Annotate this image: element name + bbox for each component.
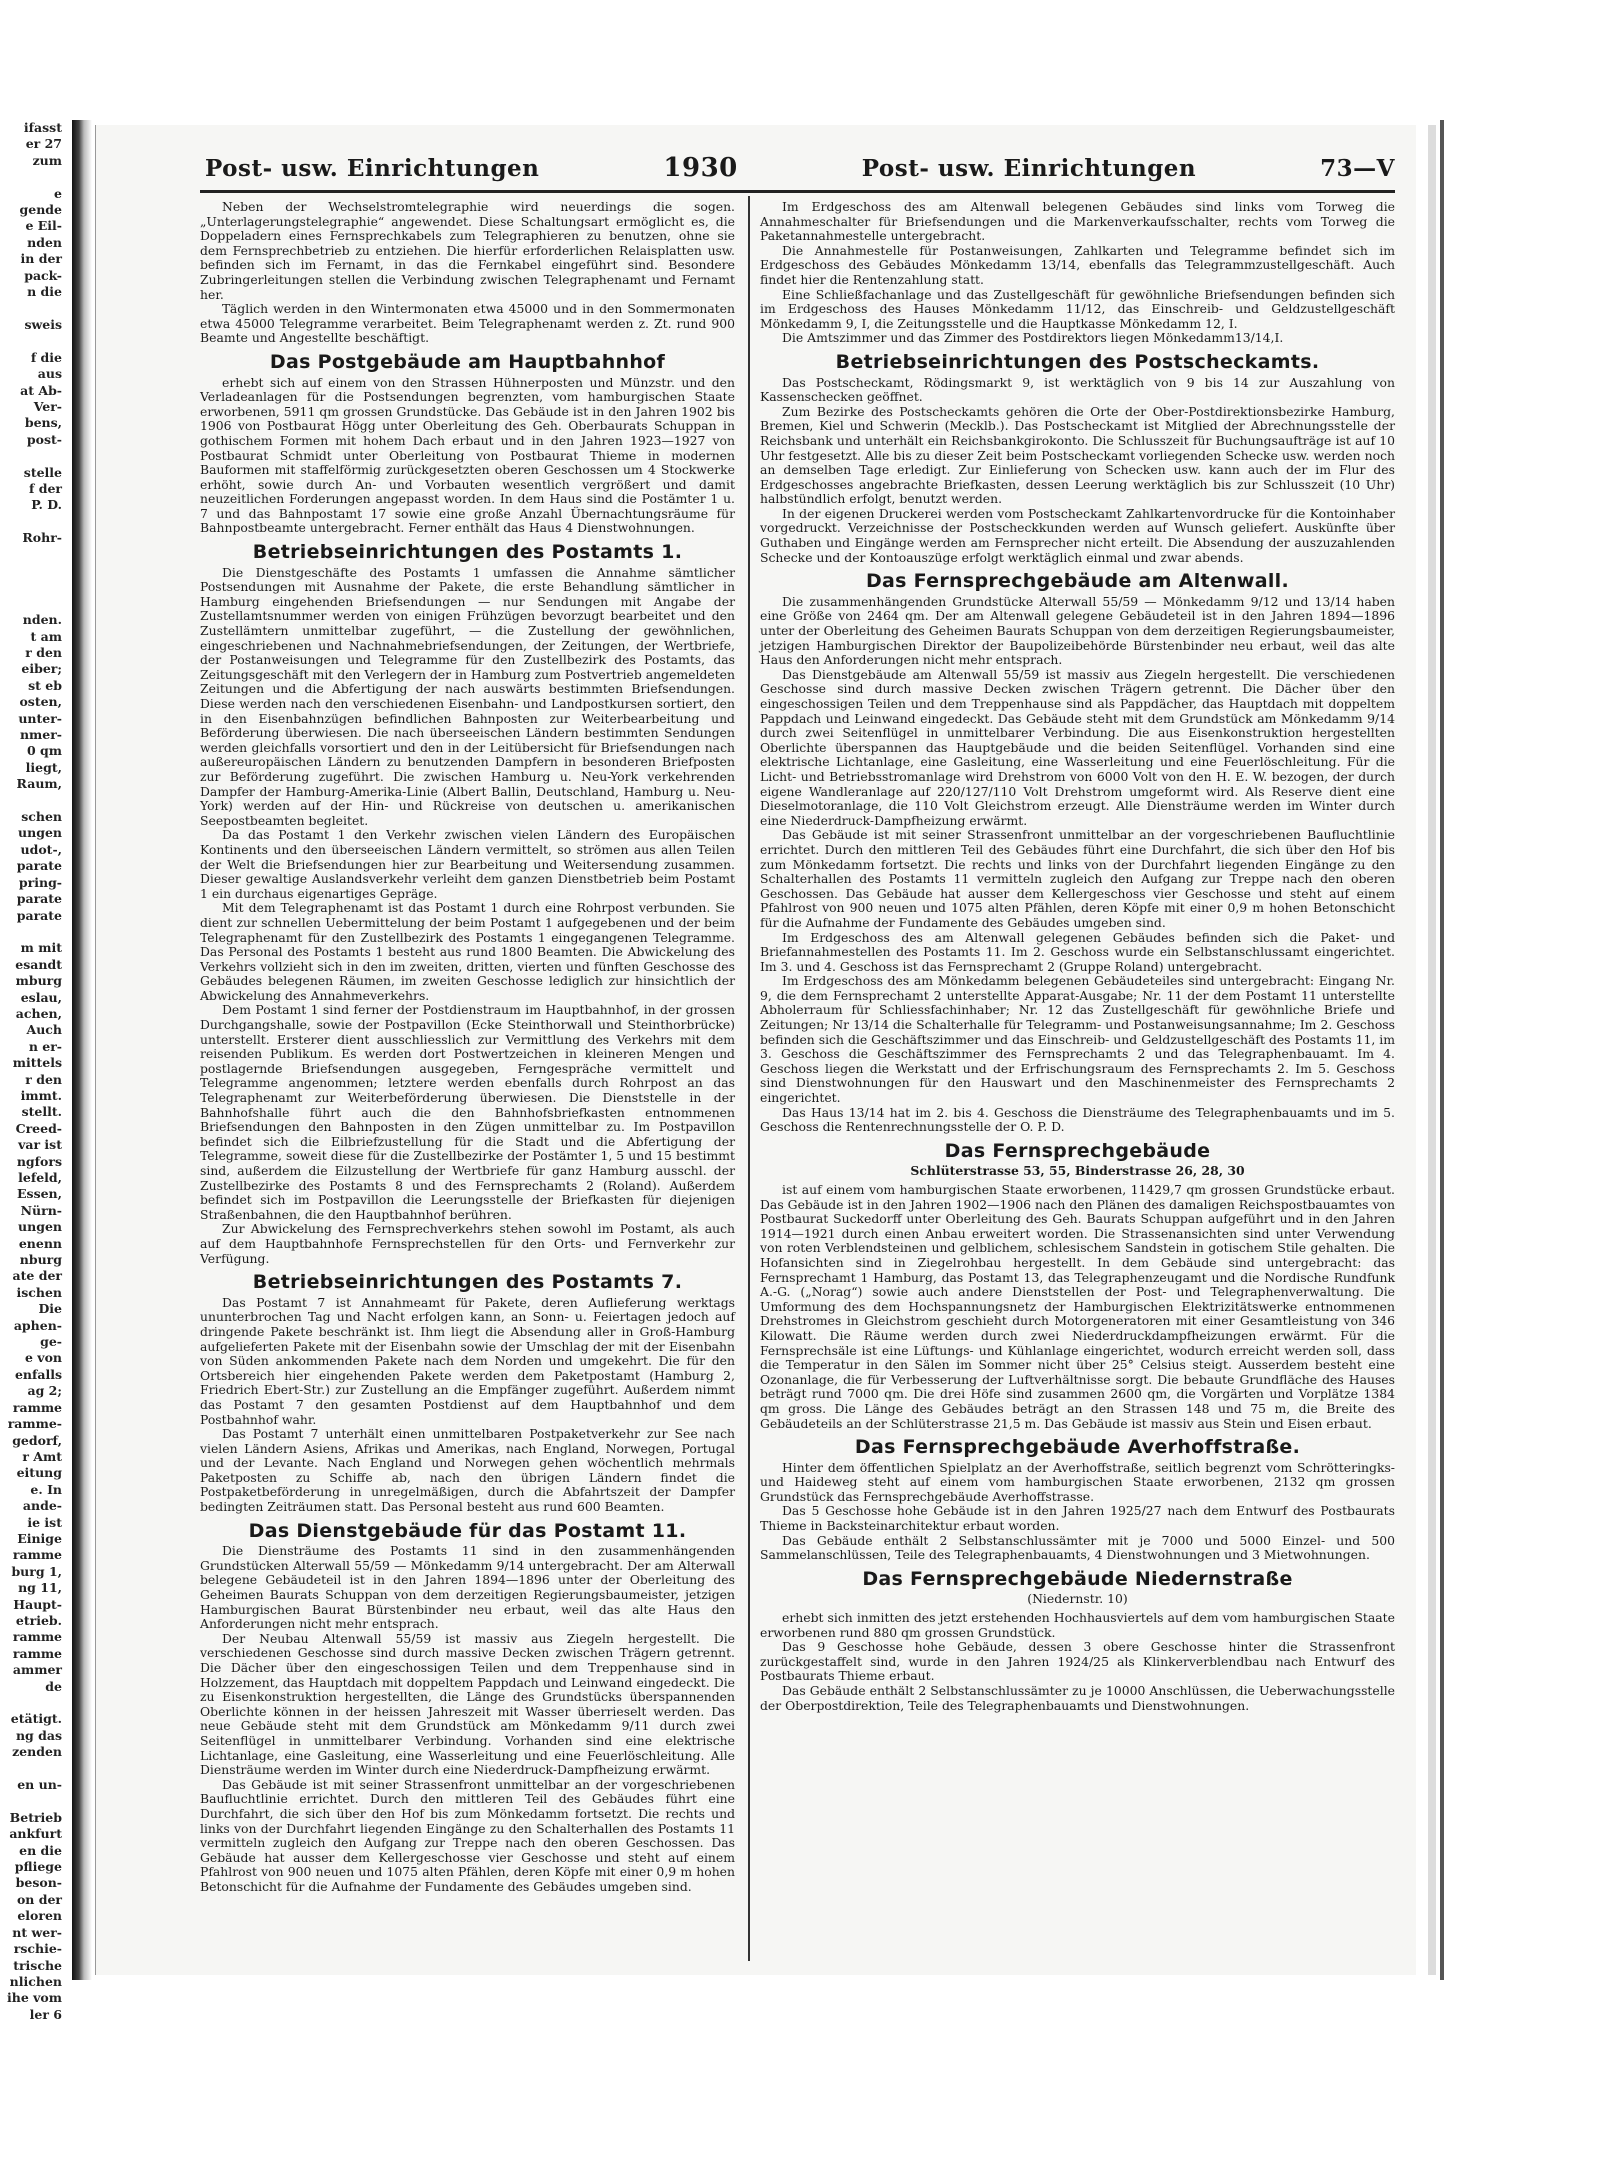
margin-fragment bbox=[0, 793, 62, 809]
margin-fragment: ammer bbox=[12, 1662, 62, 1678]
margin-fragment: ramme bbox=[12, 1629, 62, 1645]
section-heading: Das Fernsprechgebäude Averhoffstraße. bbox=[854, 1436, 1301, 1459]
margin-fragment: at Ab- bbox=[20, 382, 62, 398]
margin-fragment: gende bbox=[19, 202, 62, 218]
margin-fragment: r den bbox=[25, 645, 62, 660]
margin-fragment: sweis bbox=[24, 316, 62, 332]
margin-fragment: Auch bbox=[26, 1022, 62, 1038]
margin-fragment: r Amt bbox=[22, 1448, 62, 1464]
margin-fragment: ifasst bbox=[23, 120, 62, 135]
margin-fragment: ramme- bbox=[7, 1416, 62, 1432]
paragraph: Im Erdgeschoss des am Altenwall belegenen Gebäudes sind links vom Torweg die Annahmeschalter für Briefsendungen und die Markenverkaufsschalter, rechts vom Torweg die Paketannahmestelle untergebracht. bbox=[760, 199, 1395, 244]
margin-fragment bbox=[0, 596, 62, 612]
paragraph: erhebt sich inmitten des jetzt erstehenden Hochhausviertels auf dem vom hamburgischen Staate erworbenen rund 880 qm grossen Grundstück. bbox=[760, 1610, 1395, 1640]
paragraph: Das Dienstgebäude am Altenwall 55/59 ist massiv aus Ziegeln hergestellt. Die verschiedenen Geschosse sind durch massive Decken zwischen Trägern getrennt. Die Dächer über den eingeschossigen Teilen und dem Treppenhause sind als Pappdächer, das Hauptdach mit doppeltem Pappdach und Leinwand eingedeckt. Das Gebäude steht mit dem Grundstück am Mönkedamm 9/14 durch zwei Seitenflügel in unmittelbarer Verbindung. Die aus Eisenkonstruktion hergestellten Oberlichte überspannen das Hauptgebäude und die beiden Seitenflügel. Vorhanden sind eine elektrische Lichtanlage, eine Gasleitung, eine Wasserleitung und eine Feuerlöschleitung. Für die Licht- und Betriebsstromanlage wird Drehstrom von 6000 Volt von den H. E. W. bezogen, der durch eigene Wandleranlage auf 220/127/110 Volt Drehstrom umgeformt wird. Als Reserve dient eine Dieselmotoranlage, die 110 Volt Gleichstrom erzeugt. Alle Diensträume werden im Winter durch eine Niederdruck-Dampfheizung erwärmt. bbox=[760, 666, 1395, 828]
margin-fragment: ng 11, bbox=[18, 1580, 62, 1596]
margin-fragment: ramme bbox=[12, 1399, 62, 1415]
margin-fragment: stellt. bbox=[21, 1104, 62, 1120]
margin-fragment: en un- bbox=[17, 1777, 62, 1793]
margin-fragment: udot-, bbox=[20, 841, 62, 857]
margin-fragment: osten, bbox=[19, 694, 62, 710]
paragraph: Die zusammenhängenden Grundstücke Alterwall 55/59 — Mönkedamm 9/12 und 13/14 haben eine Größe von 2464 qm. Der am Altenwall gelegene Gebäudeteil ist in den Jahren 1894—1896 unter der Oberleitung des Geheimen Baurats Schuppan von dem derzeitigen Regierungsbaumeister, jetzigen Hamburgischen Direktor der Baupolizeibehörde Bürstenbinder neu erbaut, weil das alte Haus den Anforderungen nicht mehr entsprach. bbox=[760, 593, 1395, 668]
margin-fragment: Raum, bbox=[16, 776, 62, 792]
margin-fragment: ande- bbox=[22, 1498, 62, 1514]
margin-fragment: e bbox=[54, 185, 62, 201]
paragraph: Die Diensträume des Postamts 11 sind in den zusammenhängenden Grundstücken Alterwall 55/59 — Mönkedamm 9/14 untergebracht. Der am Alterwall belegene Gebäudeteil ist in den Jahren 1894—1896 unter der Oberleitung des Geheimen Baurats Schuppan von dem derzeitigen Regierungsbaumeister, jetzigen Hamburgischen Baurat Bürstenbinder neu erbaut, weil das alte Haus den Anforderungen nicht mehr entsprach. bbox=[200, 1543, 735, 1632]
paragraph: ist auf einem vom hamburgischen Staate erworbenen, 11429,7 qm grossen Grundstücke erbaut. Das Gebäude ist in den Jahren 1902—1906 nach den Plänen des damaligen Reichspostbauamtes von Postbaurat Suckedorff unter Oberleitung des Geh. Baurats Schuppan aufgeführt und in den Jahren 1914—1921 durch einen Anbau erweitert worden. Die Strassenansichten sind unter Verwendung von roten Verblendsteinen und gelblichem, schlesischem Sandstein in gotischem Stile gehalten. Die Hofansichten sind in Ziegelrohbau hergestellt. In dem Gebäude sind untergebracht: das Fernsprechamt 1 Hamburg, das Postamt 13, das Telegraphenzeugamt und die Nordische Rundfunk A.-G. („Norag“) sowie auch andere Dienststellen der Post- und Telegraphenverwaltung. Die Umformung des dem Hochspannungsnetz der Hamburgischen Elektrizitätswerke entnommenen Drehstromes in Gleichstrom geschieht durch Motorgeneratoren mit einer Gesamtleistung von 346 Kilowatt. Die Räume werden durch zwei Niederdruckdampfheizungen erwärmt. Für die Fernsprechsäle ist eine Lüftungs- und Kühlanlage eingerichtet, wodurch erreicht werden soll, dass die Temperatur in den Sälen im Sommer nicht über 25° Celsius steigt. Ausserdem besteht eine Ozonanlage, die für Verbesserung der Luftverhältnisse sorgt. Die bebaute Grundfläche des Hauses beträgt rund 7000 qm. Die drei Höfe sind zusammen 2600 qm, die Vorgärten und Vorplätze 1384 qm gross. Die Länge des Gebäudes beträgt an den Strassen 148 und 75 m, die Breite des Gebäudeteils an der Schlüterstrasse 21,5 m. Das Gebäude ist massiv aus Stein und Eisen erbaut. bbox=[760, 1182, 1395, 1431]
margin-fragment: esandt bbox=[15, 956, 62, 972]
margin-fragment: aphen- bbox=[13, 1317, 62, 1333]
margin-fragment: er 27 bbox=[25, 136, 62, 152]
margin-fragment: mburg bbox=[15, 973, 62, 989]
margin-fragment: eslau, bbox=[20, 989, 62, 1005]
margin-fragment: enenn bbox=[18, 1235, 62, 1251]
margin-fragment: nburg bbox=[19, 1252, 62, 1268]
paragraph: Dem Postamt 1 sind ferner der Postdienstraum im Hauptbahnhof, in der grossen Durchgangshalle, sowie der Postpavillon (Ecke Steinthorwall und Steinthorbrücke) unterstellt. Ersterer dient ausschliesslich zur Vermittlung des Verkehrs mit dem reisenden Publikum. Es werden dort Postwertzeichen in kleineren Mengen und postlagernde Briefsendungen ausgegeben, Ferngespräche vermittelt und Telegramme angenommen; letztere werden ebenfalls durch Rohrpost an das Telegraphenamt zur Weiterbeförderung überwiesen. Die Dienststelle in der Bahnhofshalle führt auch die den Bahnhofsbriefkasten entnommenen Briefsendungen den Bahnposten in den Zügen unmittelbar zu. Im Postpavillon befindet sich die Eilbriefzustellung für die Stadt und die Abfertigung der Telegramme, soweit diese für die Zustellbezirke der Postämter 1, 5 und 15 bestimmt sind, außerdem die Eilzustellung der Wertbriefe für ganz Hamburg ausschl. der Zustellbezirke des Postamts 8 und des Fernsprechamts 2 (Roland). Außerdem befindet sich im Postpavillon die Leerungsstelle der Briefkasten für diejenigen Straßenbahnen, die den Hauptbahnhof berühren. bbox=[200, 1002, 735, 1222]
paragraph: Hinter dem öffentlichen Spielplatz an der Averhoffstraße, seitlich begrenzt vom Schrötteringks- und Haideweg steht auf einem vom hamburgischen Staate erworbenen, 2132 qm grossen Grundstück das Fernsprechgebäude Averhoffstrasse. bbox=[760, 1459, 1395, 1504]
margin-fragment bbox=[0, 1761, 62, 1777]
margin-fragment: unter- bbox=[18, 710, 62, 726]
section-heading: Das Postgebäude am Hauptbahnhof bbox=[269, 350, 666, 373]
margin-fragment: rschie- bbox=[13, 1941, 62, 1957]
margin-fragment: ischen bbox=[16, 1284, 62, 1300]
margin-fragment: ge- bbox=[40, 1334, 62, 1350]
margin-fragment bbox=[0, 333, 62, 349]
margin-fragment: pring- bbox=[18, 874, 62, 890]
paragraph: Das Gebäude enthält 2 Selbstanschlussämter mit je 7000 und 5000 Einzel- und 500 Sammelanschlüssen, Teile des Telegraphenbauamts, 4 Dienstwohnungen und 3 Mietwohnungen. bbox=[760, 1532, 1395, 1563]
right-column bbox=[760, 200, 1395, 1713]
margin-fragment: ramme bbox=[12, 1547, 62, 1563]
paragraph: Der Neubau Altenwall 55/59 ist massiv aus Ziegeln hergestellt. Die verschiedenen Geschosse sind durch massive Decken zwischen Trägern getrennt. Die Dächer über den eingeschossigen Teilen und dem Treppenhause sind in Holzzement, das Hauptdach mit doppeltem Pappdach und Leinwand eingedeckt. Die zu Eisenkonstruktion hergestellten, die Länge des Grundstücks überspannenden Oberlichte können in der heissen Jahreszeit mit Wasser überrieselt werden. Das neue Gebäude steht mit dem Grundstück am Mönkedamm 9/11 durch zwei Seitenflügel in unmittelbarer Verbindung. Vorhanden sind eine elektrische Lichtanlage, eine Gasleitung, eine Wasserleitung und eine Feuerlöschleitung. Alle Diensträume werden im Winter durch eine Niederdruck-Dampfheizung erwärmt. bbox=[200, 1630, 735, 1778]
paragraph: Zum Bezirke des Postscheckamts gehören die Orte der Ober-Postdirektionsbezirke Hamburg, Bremen, Kiel und Schwerin (Mecklb.). Das Postscheckamt ist Mitglied der Abrechnungsstelle der Reichsbank und unterhält ein Reichsbankgirokonto. Die Schlusszeit für Buchungsaufträge ist auf 10 Uhr festgesetzt. Alle bis zu dieser Zeit beim Postscheckamt vorliegenden Schecke usw. werden noch an demselben Tage erledigt. Zur Einlieferung von Schecken usw. kann auch der im Flur des Erdgeschosses angebrachte Briefkasten, dessen Leerung werktäglich bis zur Schlusszeit (10 Uhr) halbstündlich erfolgt, benutzt werden. bbox=[760, 403, 1395, 507]
left-column bbox=[200, 200, 735, 1895]
section-heading: Das Fernsprechgebäude am Altenwall. bbox=[865, 570, 1290, 593]
margin-fragment: P. D. bbox=[31, 497, 62, 513]
margin-fragment: en die bbox=[19, 1842, 62, 1858]
paragraph: Neben der Wechselstromtelegraphie wird neuerdings die sogen. „Unterlagerungstelegraphie“ angewendet. Diese Schaltungsart ermöglicht es, die Doppeladern eines Fernsprechkabels zum Telegraphieren zu benutzen, ohne sie dem Fernsprechbetrieb zu entziehen. Die hierfür erforderlichen Relaisplatten usw. befinden sich im Fernamt, in das die Fernkabel eingeführt sind. Besondere Zubringerleitungen stellen die Verbindung zwischen Telegraphenamt und Fernamt her. bbox=[200, 199, 735, 302]
section-heading: Betriebseinrichtungen des Postamts 7. bbox=[252, 1271, 683, 1294]
margin-fragment: f der bbox=[28, 480, 62, 496]
margin-fragment: Essen, bbox=[17, 1186, 62, 1202]
margin-fragment: ng das bbox=[15, 1727, 62, 1743]
margin-fragment: parate bbox=[16, 907, 62, 923]
section-heading: Das Dienstgebäude für das Postamt 11. bbox=[248, 1519, 687, 1542]
paragraph: Die Annahmestelle für Postanweisungen, Zahlkarten und Telegramme befindet sich im Erdgeschoss des Gebäudes Mönkedamm 13/14, ebenfalls das Telegrammzustellgeschäft. Auch findet hier die Rentenzahlung statt. bbox=[760, 242, 1395, 287]
paragraph: Die Amtszimmer und das Zimmer des Postdirektors liegen Mönkedamm13/14,I. bbox=[782, 330, 1284, 346]
margin-fragment: eloren bbox=[17, 1908, 62, 1924]
paragraph: Das Postscheckamt, Rödingsmarkt 9, ist werktäglich von 9 bis 14 zur Auszahlung von Kassenschecken geöffnet. bbox=[760, 374, 1395, 405]
section-heading: Das Fernsprechgebäude Niedernstraße bbox=[862, 1567, 1293, 1590]
margin-fragment: stelle bbox=[23, 464, 62, 480]
margin-fragment: ag 2; bbox=[27, 1383, 62, 1399]
paragraph: Da das Postamt 1 den Verkehr zwischen vielen Ländern des Europäischen Kontinents und den überseeischen Ländern vermittelt, so strömen aus allen Teilen der Welt die Briefsendungen hier zur Bearbeitung und Weitersendung zusammen. Dieser gewaltige Auslandsverkehr verleiht dem ganzen Dienstbetrieb beim Postamt 1 ein durchaus eigenartiges Gepräge. bbox=[200, 827, 735, 901]
margin-fragment: schen bbox=[21, 809, 62, 825]
section-subheading: (Niedernstr. 10) bbox=[1027, 1591, 1128, 1607]
margin-fragment: ngfors bbox=[16, 1153, 62, 1169]
margin-fragment: etätigt. bbox=[10, 1711, 62, 1727]
margin-fragment: enfalls bbox=[14, 1366, 62, 1382]
margin-fragment: eiber; bbox=[21, 661, 62, 677]
margin-fragment: nt wer- bbox=[12, 1924, 62, 1940]
margin-fragment: t am bbox=[30, 628, 62, 644]
adjacent-page-fragment bbox=[0, 120, 62, 2022]
paragraph: Täglich werden in den Wintermonaten etwa 45000 und in den Sommermonaten etwa 45000 Telegramme verarbeitet. Beim Telegraphenamt werden z. Zt. rund 900 Beamte und Angestellte beschäftigt. bbox=[200, 301, 735, 346]
header-right-title: Post- usw. Einrichtungen bbox=[861, 154, 1197, 182]
margin-fragment: ungen bbox=[18, 1219, 62, 1235]
paragraph: Das 9 Geschosse hohe Gebäude, dessen 3 obere Geschosse hinter die Strassenfront zurückgestaffelt sind, wurde in den Jahren 1924/25 als Klinkerverblendbau nach Entwurf des Postbaurats Thieme erbaut. bbox=[760, 1639, 1395, 1684]
margin-fragment: ie ist bbox=[27, 1514, 62, 1530]
margin-fragment: nden bbox=[27, 234, 62, 250]
margin-fragment: nlichen bbox=[9, 1973, 62, 1989]
paragraph: erhebt sich auf einem von den Strassen Hühnerposten und Münzstr. und den Verladeanlagen für die Postsendungen begrenzten, vom hamburgischen Staate erworbenen, 5911 qm grossen Grundstücke. Das Gebäude ist in den Jahren 1902 bis 1906 von Postbaurat Högg unter Oberleitung des Geh. Oberbaurats Schuppan in gothischem Formen mit hohem Dach erbaut und in den Jahren 1923—1927 von Postbaurat Schmidt unter Oberleitung von Postbaurat Thieme in modernen Bauformen mit staffelförmig zurückgesetzten oberen Geschossen um 4 Stockwerke erhöht, sowie durch An- und Vorbauten wesentlich vergrößert und damit neuzeitlichen Forderungen angepasst worden. In dem Haus sind die Postämter 1 u. 7 und das Bahnpostamt 17 sowie eine große Anzahl Übernachtungsräume für Bahnpostbeamte untergebracht. Ferner enthält das Haus 4 Dienstwohnungen. bbox=[200, 374, 735, 536]
margin-fragment: ler 6 bbox=[29, 2006, 62, 2022]
margin-fragment: Einige bbox=[17, 1530, 62, 1546]
margin-fragment: ihe vom bbox=[7, 1990, 62, 2006]
margin-fragment: eitung bbox=[16, 1465, 62, 1481]
margin-fragment: 0 qm bbox=[26, 743, 62, 759]
margin-fragment: zenden bbox=[12, 1744, 62, 1760]
margin-fragment bbox=[0, 563, 62, 579]
margin-fragment: bens, bbox=[24, 415, 62, 431]
margin-fragment bbox=[0, 1695, 62, 1711]
paragraph: Das Gebäude enthält 2 Selbstanschlussämter zu je 10000 Anschlüssen, die Ueberwachungsstelle der Oberpostdirektion, Teile des Telegraphenbauamts und Dienstwohnungen. bbox=[760, 1683, 1395, 1713]
margin-fragment: Ver- bbox=[33, 398, 62, 414]
margin-fragment: f die bbox=[30, 349, 62, 365]
paragraph: Im Erdgeschoss des am Mönkedamm belegenen Gebäudeteiles sind untergebracht: Eingang Nr. 9, die dem Fernsprechamt 2 unterstellte Apparat-Ausgabe; Nr. 11 der dem Postamt 11 unterstellte Abholerraum für Schliessfachinhaber; Nr. 12 das Zustellgeschäft für gewöhnliche Briefe und Zeitungen; Nr 13/14 die Schalterhalle für Telegramm- und Postanweisungsannahme; Im 2. Geschoss befinden sich die Geschäftszimmer und das Einschreib- und Geldzustellgeschäft des Postamts 11, im 3. Geschoss die Geschäftszimmer des Fernsprechamts 2 und das Telegraphenbauamt. Im 4. Geschoss liegen die Werkstatt und der Erfrischungsraum des Fernsprechamts 2. Im 5. Geschoss sind Dienstwohnungen für den Hauswart und den Maschinenmeister des Fernsprechamts 2 eingerichtet. bbox=[760, 973, 1395, 1106]
section-heading: Das Fernsprechgebäude bbox=[944, 1139, 1211, 1162]
paragraph: Die Dienstgeschäfte des Postamts 1 umfassen die Annahme sämtlicher Postsendungen mit Ausnahme der Pakete, die erste Behandlung sämtlicher in Hamburg eingehenden Briefsendungen — nur Sendungen mit Angabe der Zustellamtsnummer werden von einigen Frühzügen bevorzugt bearbeitet und den Zustellämtern unmittelbar zugeführt, — die Zustellung der gewöhnlichen, eingeschriebenen und Nachnahmebriefsendungen, der Zeitungen, der Wertbriefe, der Postanweisungen und Telegramme für den Zustellbezirk des Postamts, das Zeitungsgeschäft mit den Verlegern der in Hamburg zum Postvertrieb angemeldeten Zeitungen und die Abfertigung der nach auswärts bestimmten Briefsendungen. Diese werden nach den verschiedenen Eisenbahn- und Landpostkursen sortiert, den in den Eisenbahnzügen befindlichen Bahnposten zur Weiterbearbeitung und Beförderung überwiesen. Die nach überseeischen Ländern bestimmten Sendungen werden gleichfalls vorsortiert und den in der Leitübersicht für Briefsendungen nach außereuropäischen Ländern zu benutzenden Dampfern in besonderen Briefposten zur Beförderung zugeführt. Die zwischen Hamburg u. Neu-York verkehrenden Dampfer der Hamburg-Amerika-Linie (Albert Ballin, Deutschland, Hamburg u. Neu-York) werden auf der Hin- und Rückreise von deutschen u. amerikanischen Seepostbeamten begleitet. bbox=[200, 564, 735, 828]
paragraph: Im Erdgeschoss des am Altenwall gelegenen Gebäudes befinden sich die Paket- und Briefannahmestellen des Postamts 11. Im 2. Geschoss wurde ein Selbstanschlussamt eingerichtet. Im 3. und 4. Geschoss ist das Fernsprechamt 2 (Gruppe Roland) untergebracht. bbox=[760, 929, 1395, 974]
margin-fragment: aus bbox=[37, 366, 62, 382]
margin-fragment: beson- bbox=[15, 1875, 62, 1891]
margin-fragment: ate der bbox=[12, 1268, 62, 1284]
margin-fragment: ankfurt bbox=[9, 1826, 62, 1842]
margin-fragment: ramme bbox=[12, 1645, 62, 1661]
margin-fragment: pfliege bbox=[14, 1859, 62, 1875]
section-heading: Betriebseinrichtungen des Postamts 1. bbox=[252, 541, 683, 564]
margin-fragment: lefeld, bbox=[18, 1170, 62, 1185]
margin-fragment: nden. bbox=[22, 612, 62, 628]
margin-fragment: Creed- bbox=[15, 1120, 62, 1136]
book-gutter bbox=[72, 120, 92, 1980]
margin-fragment: e von bbox=[25, 1350, 62, 1366]
margin-fragment: Nürn- bbox=[20, 1202, 62, 1218]
section-heading: Betriebseinrichtungen des Postscheckamts. bbox=[835, 350, 1320, 373]
paragraph: Das 5 Geschosse hohe Gebäude ist in den Jahren 1925/27 nach dem Entwurf des Postbaurats Thieme in Backsteinarchitektur erbaut worden. bbox=[760, 1503, 1395, 1534]
paragraph: Zur Abwickelung des Fernsprechverkehrs stehen sowohl im Postamt, als auch auf dem Hauptbahnhofe Fernsprechstellen für den Orts- und Fernverkehr zur Verfügung. bbox=[200, 1221, 735, 1266]
column-divider bbox=[748, 196, 750, 1961]
margin-fragment: post- bbox=[26, 431, 62, 447]
margin-fragment: immt. bbox=[20, 1087, 62, 1103]
margin-fragment: liegt, bbox=[25, 759, 62, 775]
header-left-title: Post- usw. Einrichtungen bbox=[205, 154, 540, 182]
margin-fragment: gedorf, bbox=[12, 1432, 62, 1448]
margin-fragment: mittels bbox=[12, 1055, 62, 1071]
header-year: 1930 bbox=[663, 153, 738, 183]
margin-fragment: Die bbox=[38, 1301, 62, 1317]
margin-fragment: zum bbox=[32, 152, 62, 168]
margin-fragment bbox=[0, 547, 62, 563]
margin-fragment: ungen bbox=[18, 825, 62, 841]
header-rule bbox=[200, 190, 1395, 193]
page-edge-shadow bbox=[1428, 125, 1436, 1975]
paragraph: Eine Schließfachanlage und das Zustellgeschäft für gewöhnliche Briefsendungen befinden sich im Erdgeschoss des Hauses Mönkedamm 11/12, das Einschreib- und Geldzustellgeschäft Mönkedamm 9, I, die Zeitungsstelle und die Hauptkasse Mönkedamm 12, I. bbox=[760, 286, 1395, 331]
page-edge-line bbox=[1440, 120, 1444, 1980]
margin-fragment: Betrieb bbox=[9, 1809, 62, 1825]
section-subheading: Schlüterstrasse 53, 55, Binderstrasse 26, 28, 30 bbox=[910, 1163, 1245, 1179]
margin-fragment bbox=[0, 300, 62, 316]
margin-fragment: nmer- bbox=[19, 727, 62, 743]
margin-fragment: st eb bbox=[28, 677, 62, 693]
margin-fragment: parate bbox=[16, 891, 62, 907]
margin-fragment: Haupt- bbox=[13, 1596, 62, 1612]
margin-fragment bbox=[0, 514, 62, 530]
paragraph: Das Gebäude ist mit seiner Strassenfront unmittelbar an der vorgeschriebenen Baufluchtlinie errichtet. Durch den mittleren Teil des Gebäudes führt eine Durchfahrt, die sich über den Hof bis zum Mönkedamm fortsetzt. Die rechts und links von der Durchfahrt liegenden Eingänge zu den Schalterhallen des Postamts 11 vermitteln zugleich den Aufgang zur Treppe nach den oberen Geschossen. Das Gebäude hat ausser dem Kellergeschoss vier Geschosse und steht auf einem Pfahlrost von 900 neuen und 1075 alten Pfählen, deren Köpfe mit einer 0,9 m hohen Betonschicht für die Aufnahme der Fundamente des Gebäudes umgeben sind. bbox=[760, 827, 1395, 930]
margin-fragment: e Eil- bbox=[25, 218, 62, 234]
running-header bbox=[205, 148, 1395, 188]
paragraph: Das Postamt 7 unterhält einen unmittelbaren Postpaketverkehr zur See nach vielen Ländern Asiens, Afrikas und Amerikas, nach England, Norwegen, Portugal und der Levante. Nach England und Norwegen gehen wöchentlich mehrmals Paketposten zu Schiffe ab, nach den übrigen Ländern findet die Postpaketbeförderung in unregelmäßigen, durch die Abfahrtszeit der Dampfer bedingten Zeiträumen statt. Das Personal besteht aus rund 600 Beamten. bbox=[200, 1426, 735, 1515]
paragraph: Mit dem Telegraphenamt ist das Postamt 1 durch eine Rohrpost verbunden. Sie dient zur schnellen Uebermittelung der beim Postamt 1 aufgegebenen und der beim Telegraphenamt für den Zustellbezirk des Postamts 1 eingegangenen Telegramme. Das Personal des Postamts 1 besteht aus rund 1800 Beamten. Die Abwickelung des Verkehrs vollzieht sich in den im zweiten, dritten, vierten und fünften Geschosse des Gebäudes belegenen Räumen, im zweiten Geschosse lediglich zur hinsichtlich der Abwickelung des Annahmeverkehrs. bbox=[200, 900, 735, 1003]
page-number: 73—V bbox=[1320, 154, 1395, 182]
margin-fragment: trische bbox=[13, 1957, 62, 1973]
margin-fragment bbox=[0, 1793, 62, 1809]
margin-fragment: n er- bbox=[28, 1038, 62, 1054]
margin-fragment: on der bbox=[16, 1891, 62, 1907]
paragraph: Das Haus 13/14 hat im 2. bis 4. Geschoss die Diensträume des Telegraphenbauamts und im 5. Geschoss die Rentenrechnungsstelle der O. P. D. bbox=[760, 1104, 1395, 1135]
margin-fragment: burg 1, bbox=[11, 1563, 62, 1579]
margin-fragment: pack- bbox=[24, 267, 62, 283]
margin-fragment bbox=[0, 448, 62, 464]
paragraph: Das Gebäude ist mit seiner Strassenfront unmittelbar an der vorgeschriebenen Baufluchtlinie errichtet. Durch den mittleren Teil des Gebäudes führt eine Durchfahrt, die sich über den Hof bis zum Mönkedamm fortsetzt. Die rechts und links von der Durchfahrt liegenden Eingänge zu den Schalterhallen des Postamts 11 vermitteln zugleich den Aufgang zur Treppe nach den oberen Geschossen. Das Gebäude hat ausser dem Kellergeschosse vier Geschosse und steht auf einem Pfahlrost von 900 neuen und 1075 alten Pfählen, deren Köpfe mit einer 0,9 m hohen Betonschicht für die Aufnahme der Fundamente des Gebäudes umgeben sind. bbox=[200, 1776, 735, 1894]
margin-fragment: etrieb. bbox=[15, 1612, 62, 1628]
margin-fragment: Rohr- bbox=[22, 530, 62, 546]
margin-fragment: in der bbox=[20, 251, 62, 267]
margin-fragment: n die bbox=[27, 284, 62, 300]
margin-fragment bbox=[0, 579, 62, 595]
paragraph: In der eigenen Druckerei werden vom Postscheckamt Zahlkartenvordrucke für die Kontoinhaber vorgedruckt. Verzeichnisse der Postscheckkunden werden auf Wunsch geliefert. Auskünfte über Guthaben und Eingänge werden am Fernsprecher nicht erteilt. Die Absendung der auszuzahlenden Schecke und der Kontoauszüge erfolgt werktäglich einmal und zwar abends. bbox=[760, 505, 1395, 565]
margin-fragment: achen, bbox=[15, 1005, 62, 1021]
margin-fragment: r den bbox=[25, 1071, 62, 1087]
margin-fragment: parate bbox=[16, 858, 62, 874]
margin-fragment: e. In bbox=[30, 1481, 62, 1497]
margin-fragment: var ist bbox=[18, 1137, 62, 1153]
paragraph: Das Postamt 7 ist Annahmeamt für Pakete, deren Auflieferung werktags ununterbrochen Tag und Nacht erfolgen kann, an Sonn- u. Feiertagen jedoch auf dringende Pakete beschränkt ist. Ihm liegt die Absendung aller in Groß-Hamburg aufgelieferten Pakete mit der Eisenbahn sowie der Umschlag der mit der Eisenbahn von Süden ankommenden Pakete nach dem Norden und umgekehrt. Die für den Ortsbereich hier eingehenden Pakete werden dem Paketpostamt (Hamburg 2, Friedrich Ebert-Str.) zur Zustellung an die Empfänger zugeführt. Außerdem nimmt das Postamt 7 den gesamten Postdienst auf dem Hauptbahnhof und dem Postbahnhof wahr. bbox=[200, 1294, 735, 1427]
margin-fragment bbox=[0, 924, 62, 940]
margin-fragment bbox=[0, 169, 62, 185]
margin-fragment: de bbox=[45, 1678, 62, 1694]
margin-fragment: m mit bbox=[20, 940, 62, 956]
